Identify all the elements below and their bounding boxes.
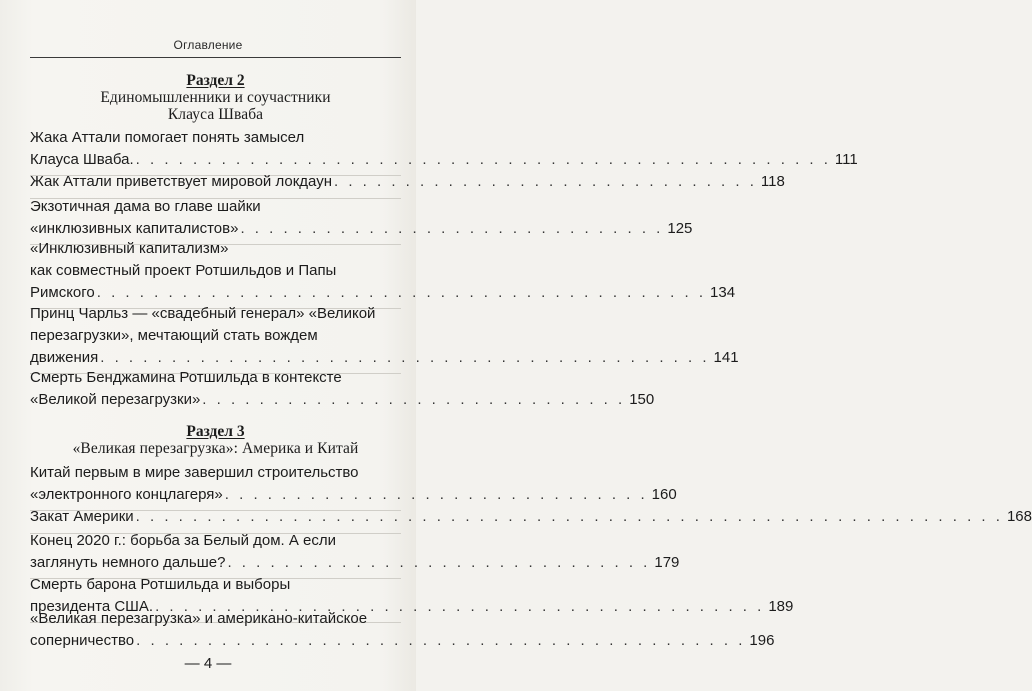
header-rule bbox=[30, 57, 401, 58]
section-number: Раздел 3 bbox=[186, 423, 245, 440]
section-title-line: «Великая перезагрузка»: Америка и Китай bbox=[72, 440, 359, 457]
toc-entry[interactable] bbox=[30, 303, 739, 369]
section-number: Раздел 2 bbox=[186, 72, 245, 89]
dot-leader: . . . . . . . . . . . . . . . . . . . . . . . . . . . . . . . . . . . . . . . . . . . bbox=[100, 349, 710, 366]
toc-entry[interactable] bbox=[30, 506, 1032, 528]
page-number: 196 bbox=[749, 632, 775, 649]
entry-text-line: заглянуть немного дальше? bbox=[30, 554, 226, 571]
dot-leader: . . . . . . . . . . . . . . . . . . . . . . . . . . . . . . . . . . . . . . . . . . . bbox=[155, 598, 765, 615]
entry-text-line: Конец 2020 г.: борьба за Белый дом. А если bbox=[30, 532, 337, 549]
section-title-line: Единомышленники и соучастники bbox=[100, 89, 331, 106]
page-number: 111 bbox=[834, 151, 858, 168]
toc-entry[interactable] bbox=[30, 127, 858, 171]
page-number: 118 bbox=[760, 173, 785, 190]
page-number: 150 bbox=[629, 391, 655, 408]
entry-text-line: Жака Аттали помогает понять замысел bbox=[30, 129, 305, 146]
dot-leader: . . . . . . . . . . . . . . . . . . . . . . . . . . . . . . bbox=[202, 391, 626, 408]
entry-text-line: Клауса Шваба. bbox=[30, 151, 134, 168]
entry-text-line: «Великая перезагрузка» и американо-китайское bbox=[30, 610, 368, 627]
section-title-line: Клауса Шваба bbox=[167, 106, 264, 123]
page-folio: — 4 — bbox=[184, 655, 232, 672]
entry-text-line: «Великой перезагрузки» bbox=[30, 391, 201, 408]
toc-entry[interactable] bbox=[30, 462, 677, 506]
entry-text-line: Китай первым в мире завершил строительство bbox=[30, 464, 359, 481]
toc-entry[interactable] bbox=[30, 530, 680, 574]
page-number: 134 bbox=[710, 284, 736, 301]
dot-leader: . . . . . . . . . . . . . . . . . . . . . . . . . . . . . . . . . . . . . . . . . . . bbox=[96, 284, 707, 301]
entry-text-line: Принц Чарльз — «свадебный генерал» «Великой bbox=[30, 305, 376, 322]
section-2-heading bbox=[30, 72, 401, 123]
page-number: 125 bbox=[667, 220, 693, 237]
toc-entry[interactable] bbox=[30, 171, 785, 193]
entry-text-line: президента США. bbox=[30, 598, 154, 615]
section-3-heading bbox=[30, 423, 401, 457]
entry-text-line: Жак Аттали приветствует мировой локдаун bbox=[30, 173, 332, 190]
entry-text-line: Закат Америки bbox=[30, 508, 134, 525]
toc-entry[interactable] bbox=[30, 196, 693, 240]
toc-entry[interactable] bbox=[30, 238, 736, 304]
entry-text-line: Смерть Бенджамина Ротшильда в контексте bbox=[30, 369, 342, 386]
entry-text-line: как совместный проект Ротшильдов и Папы bbox=[30, 262, 337, 279]
page-number: 179 bbox=[654, 554, 680, 571]
dot-leader: . . . . . . . . . . . . . . . . . . . . . . . . . . . . . . . . . . . . . . . . . . . bbox=[136, 632, 746, 649]
dot-leader: . . . . . . . . . . . . . . . . . . . . . . . . . . . . . . . . . . . . . . . . . . . . . . . . . . . . . . . . . . . . . bbox=[135, 508, 1003, 525]
entry-text-line: движения bbox=[30, 349, 99, 366]
dot-leader: . . . . . . . . . . . . . . . . . . . . . . . . . . . . . . bbox=[227, 554, 651, 571]
entry-text-line: Смерть барона Ротшильда и выборы bbox=[30, 576, 291, 593]
entry-text-line: перезагрузки», мечтающий стать вождем bbox=[30, 327, 318, 344]
page-number: 168 bbox=[1006, 508, 1032, 525]
page-number: 141 bbox=[713, 349, 739, 366]
page-number: 160 bbox=[651, 486, 677, 503]
entry-text-line: Римского bbox=[30, 284, 95, 301]
dot-leader: . . . . . . . . . . . . . . . . . . . . . . . . . . . . . . bbox=[334, 173, 757, 190]
entry-text-line: Экзотичная дама во главе шайки bbox=[30, 198, 261, 215]
dot-leader: . . . . . . . . . . . . . . . . . . . . . . . . . . . . . . bbox=[240, 220, 664, 237]
page-number: 189 bbox=[768, 598, 794, 615]
running-head: Оглавление bbox=[173, 38, 243, 52]
dot-leader: . . . . . . . . . . . . . . . . . . . . . . . . . . . . . . bbox=[224, 486, 648, 503]
toc-entry[interactable] bbox=[30, 608, 775, 652]
entry-text-line: соперничество bbox=[30, 632, 135, 649]
dot-leader: . . . . . . . . . . . . . . . . . . . . . . . . . . . . . . . . . . . . . . . . . . . . . . . . . bbox=[135, 151, 831, 168]
entry-text-line: «инклюзивных капиталистов» bbox=[30, 220, 239, 237]
entry-text-line: «Инклюзивный капитализм» bbox=[30, 240, 229, 257]
entry-text-line: «электронного концлагеря» bbox=[30, 486, 223, 503]
toc-entry[interactable] bbox=[30, 367, 655, 411]
